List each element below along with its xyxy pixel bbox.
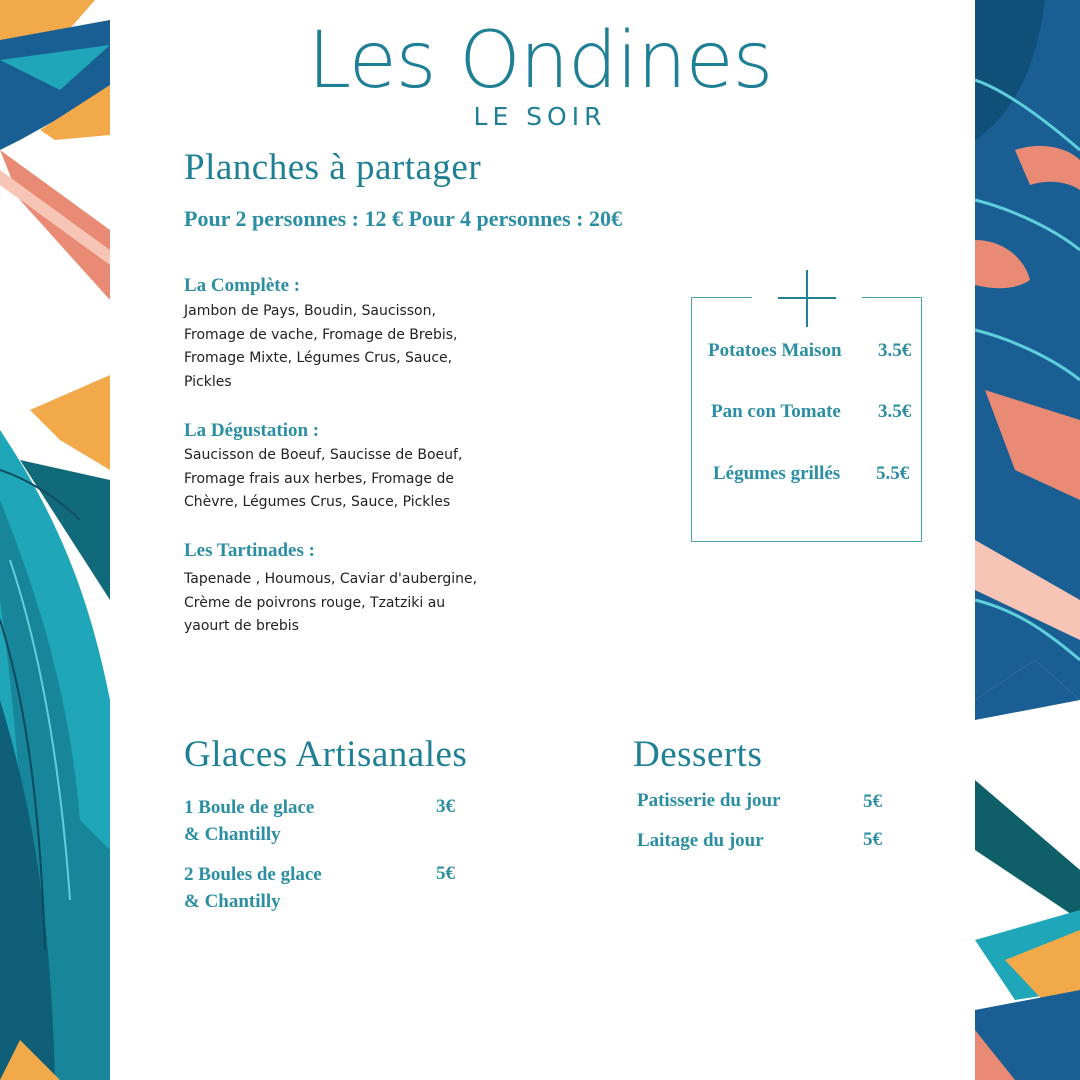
desc-line: Pickles [184,373,232,390]
desc-line: Fromage frais aux herbes, Fromage de [184,470,454,487]
desc-line: Jambon de Pays, Boudin, Saucisson, [184,303,436,319]
desc-line: Crème de poivrons rouge, Tzatziki au [184,594,446,611]
side-name: Légumes grillés [713,463,841,484]
dessert-item-name: Patisserie du jour [637,790,781,811]
item-desc-degustation [184,444,484,515]
glace-line: 2 Boules de glace [184,864,322,885]
side-price: 3.5€ [878,401,912,422]
item-title-complete: La Complète : [184,275,301,296]
desc-line: Fromage de vache, Fromage de Brebis, [184,326,458,343]
glace-item-price: 5€ [436,863,455,884]
side-name: Pan con Tomate [711,401,841,422]
item-title-tartinades: Les Tartinades : [184,540,315,561]
glace-item-name [184,794,314,848]
item-title-degustation: La Dégustation : [184,420,320,441]
side-price: 5.5€ [876,463,910,484]
cross-ornament-horizontal [778,297,836,299]
right-leaf-border [975,0,1080,1080]
tropical-leaves-left-image [0,0,110,1080]
planches-pricing: Pour 2 personnes : 12 € Pour 4 personnes : 20€ [184,206,622,231]
glace-line: & Chantilly [184,891,281,912]
glace-line: & Chantilly [184,824,281,845]
desc-line: Fromage Mixte, Légumes Crus, Sauce, [184,350,453,366]
desc-line: Chèvre, Légumes Crus, Sauce, Pickles [184,494,451,510]
desc-line: Saucisson de Boeuf, Saucisse de Boeuf, [184,447,463,463]
planches-heading: Planches à partager [184,147,482,188]
desc-line: yaourt de brebis [184,618,299,634]
item-desc-complete [184,300,484,394]
tropical-leaves-right-image [975,0,1080,1080]
left-leaf-border [0,0,110,1080]
item-desc-tartinades [184,568,484,639]
cross-ornament-vertical [806,270,808,327]
dessert-item-price: 5€ [863,791,882,812]
glaces-heading: Glaces Artisanales [184,734,468,775]
service-subtitle: LE SOIR [473,102,607,131]
desserts-heading: Desserts [633,734,763,775]
glace-item-name [184,861,322,915]
side-price: 3.5€ [878,340,912,361]
dessert-item-price: 5€ [863,829,882,850]
side-name: Potatoes Maison [708,340,842,361]
dessert-item-name: Laitage du jour [637,830,764,851]
glace-item-price: 3€ [436,796,455,817]
desc-line: Tapenade , Houmous, Caviar d'aubergine, [184,571,478,587]
glace-line: 1 Boule de glace [184,797,315,818]
restaurant-title: Les Ondines [307,16,773,106]
